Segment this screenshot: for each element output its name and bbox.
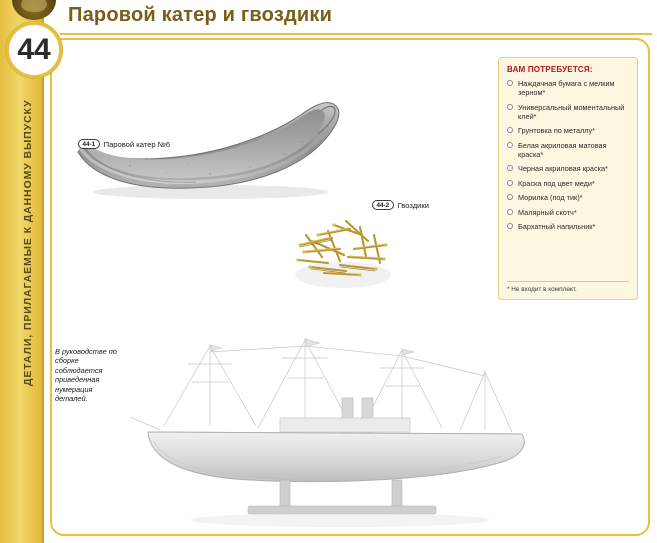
materials-box-title: ВАМ ПОТРЕБУЕТСЯ: (507, 65, 593, 74)
list-item[interactable] (507, 164, 629, 173)
checkbox-icon[interactable] (507, 223, 513, 229)
callout-tag-44-1: 44-1 (78, 139, 100, 149)
list-item[interactable] (507, 179, 629, 188)
list-item[interactable] (507, 193, 629, 202)
list-item-label: Черная акриловая краска* (518, 164, 608, 173)
checkbox-icon[interactable] (507, 80, 513, 86)
checkbox-icon[interactable] (507, 180, 513, 186)
materials-list (507, 79, 629, 231)
callout-label-44-1: Паровой катер №6 (103, 139, 171, 149)
ship-model-illustration (130, 330, 550, 535)
list-item[interactable] (507, 79, 629, 97)
list-item-label: Наждачная бумага с мелким зерном* (518, 79, 615, 97)
callout-nails (372, 200, 429, 210)
list-item-label: Универсальный моментальный клей* (518, 102, 625, 121)
issue-number-badge (6, 22, 62, 78)
checkbox-icon[interactable] (507, 142, 513, 148)
list-item-label: Морилка (под тик)* (518, 193, 583, 202)
issue-number-value: 44 (17, 33, 51, 66)
spine-edge-line (42, 0, 44, 543)
checkbox-icon[interactable] (507, 194, 513, 200)
checkbox-icon[interactable] (507, 104, 513, 110)
materials-footnote: * Не входит в комплект. (507, 281, 629, 293)
list-item-label: Краска под цвет меди* (518, 178, 595, 188)
list-item-label: Бархатный напильник* (518, 222, 596, 231)
list-item[interactable] (507, 126, 629, 135)
list-item[interactable] (507, 141, 629, 159)
header-divider (60, 33, 652, 35)
list-item[interactable] (507, 103, 629, 121)
brass-nails-image (288, 205, 398, 295)
spine-label: ДЕТАЛИ, ПРИЛАГАЕМЫЕ К ДАННОМУ ВЫПУСКУ (22, 99, 34, 386)
callout-steam-launch (78, 139, 170, 149)
list-item[interactable] (507, 222, 629, 231)
callout-tag-44-2: 44-2 (372, 200, 394, 210)
callout-label-44-2: Гвоздики (397, 200, 429, 210)
checkbox-icon[interactable] (507, 209, 513, 215)
page-title: Паровой катер и гвоздики (68, 4, 333, 26)
materials-required-box (498, 57, 638, 300)
list-item[interactable] (507, 208, 629, 217)
list-item-label: Малярный скотч* (518, 207, 577, 217)
list-item-label: Грунтовка по металлу* (518, 126, 596, 135)
left-spine-band (0, 0, 44, 543)
assembly-note: В руководстве по сборке соблюдается приведенная нумерация деталей. (55, 347, 117, 404)
list-item-label: Белая акриловая матовая краска* (518, 140, 607, 159)
checkbox-icon[interactable] (507, 165, 513, 171)
checkbox-icon[interactable] (507, 127, 513, 133)
